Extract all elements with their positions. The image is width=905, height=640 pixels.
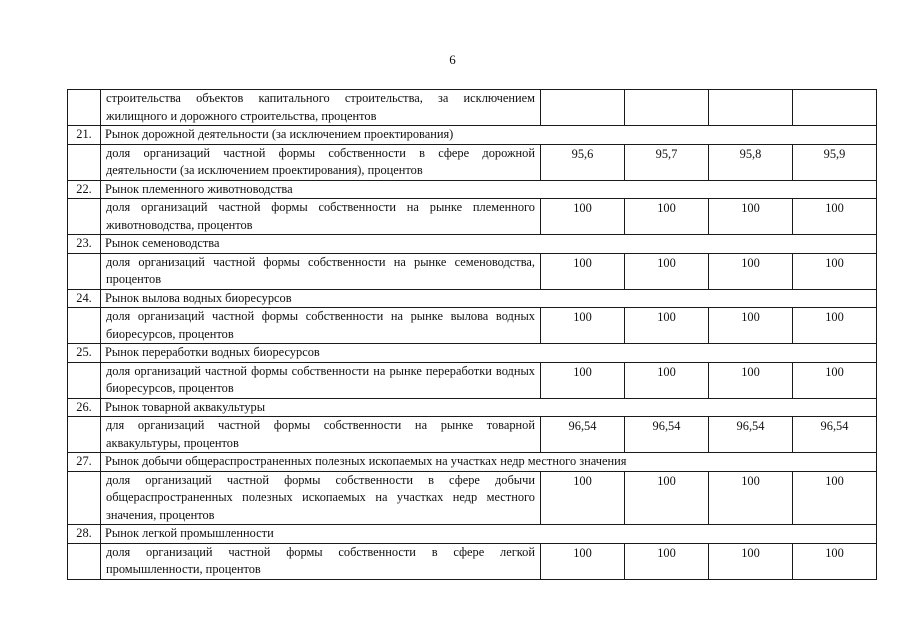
table-row-continuation: [68, 90, 877, 126]
value-cell: 96,54: [793, 417, 877, 453]
section-header-row: [68, 235, 877, 254]
section-header-row: [68, 344, 877, 363]
row-number-cell: [68, 253, 101, 289]
value-cell: 100: [541, 543, 625, 579]
value-cell: 100: [541, 471, 625, 525]
value-cell: 100: [793, 253, 877, 289]
value-cell: 96,54: [709, 417, 793, 453]
indicator-description: строительства объектов капитального строительства, за исключением жилищного и дорожного строительства, процентов: [101, 90, 541, 126]
value-cell: 100: [793, 543, 877, 579]
value-cell: 100: [625, 362, 709, 398]
indicator-row: [68, 471, 877, 525]
row-number-cell: [68, 362, 101, 398]
value-cell: [541, 90, 625, 126]
value-cell: 100: [793, 471, 877, 525]
section-header-row: [68, 289, 877, 308]
section-title: Рынок семеноводства: [101, 235, 877, 254]
value-cell: 96,54: [625, 417, 709, 453]
indicator-description: доля организаций частной формы собственности на рынке семеноводства, процентов: [101, 253, 541, 289]
indicator-description: доля организаций частной формы собственности на рынке переработки водных биоресурсов, процентов: [101, 362, 541, 398]
value-cell: 100: [793, 362, 877, 398]
value-cell: 95,8: [709, 144, 793, 180]
value-cell: 100: [709, 362, 793, 398]
row-number-cell: [68, 308, 101, 344]
section-header-row: [68, 525, 877, 544]
value-cell: 100: [709, 543, 793, 579]
value-cell: 95,7: [625, 144, 709, 180]
section-number: 27.: [68, 453, 101, 472]
value-cell: 100: [793, 308, 877, 344]
value-cell: 100: [541, 253, 625, 289]
value-cell: 100: [709, 471, 793, 525]
section-title: Рынок переработки водных биоресурсов: [101, 344, 877, 363]
indicator-row: [68, 362, 877, 398]
value-cell: 100: [625, 253, 709, 289]
indicator-description: доля организаций частной формы собственности на рынке племенного животноводства, процентов: [101, 199, 541, 235]
indicator-description: доля организаций частной формы собственности в сфере легкой промышленности, процентов: [101, 543, 541, 579]
value-cell: 100: [709, 308, 793, 344]
section-title: Рынок легкой промышленности: [101, 525, 877, 544]
indicator-description: доля организаций частной формы собственности в сфере дорожной деятельности (за исключением проектирования), процентов: [101, 144, 541, 180]
value-cell: 96,54: [541, 417, 625, 453]
indicator-row: [68, 543, 877, 579]
value-cell: 100: [625, 308, 709, 344]
value-cell: 95,9: [793, 144, 877, 180]
value-cell: [793, 90, 877, 126]
section-title: Рынок племенного животноводства: [101, 180, 877, 199]
section-title: Рынок дорожной деятельности (за исключением проектирования): [101, 126, 877, 145]
indicators-table-body: [68, 90, 877, 580]
indicator-row: [68, 144, 877, 180]
value-cell: 100: [793, 199, 877, 235]
section-header-row: [68, 180, 877, 199]
indicator-row: [68, 308, 877, 344]
indicator-row: [68, 417, 877, 453]
indicator-description: доля организаций частной формы собственности в сфере добычи общераспространенных полезных ископаемых на участках недр местного значения, процентов: [101, 471, 541, 525]
indicator-row: [68, 199, 877, 235]
row-number-cell: [68, 471, 101, 525]
section-number: 22.: [68, 180, 101, 199]
section-header-row: [68, 453, 877, 472]
indicator-description: для организаций частной формы собственности на рынке товарной аквакультуры, процентов: [101, 417, 541, 453]
row-number-cell: [68, 199, 101, 235]
indicators-table: [67, 89, 877, 580]
section-header-row: [68, 398, 877, 417]
value-cell: 100: [541, 199, 625, 235]
section-title: Рынок вылова водных биоресурсов: [101, 289, 877, 308]
row-number-cell: [68, 543, 101, 579]
page-number: 6: [449, 52, 456, 67]
row-number-cell: [68, 417, 101, 453]
value-cell: [625, 90, 709, 126]
value-cell: 100: [709, 253, 793, 289]
section-title: Рынок добычи общераспространенных полезных ископаемых на участках недр местного значения: [101, 453, 877, 472]
row-number-cell: [68, 90, 101, 126]
value-cell: 100: [625, 199, 709, 235]
section-number: 21.: [68, 126, 101, 145]
section-number: 24.: [68, 289, 101, 308]
value-cell: [709, 90, 793, 126]
value-cell: 100: [709, 199, 793, 235]
value-cell: 95,6: [541, 144, 625, 180]
section-number: 28.: [68, 525, 101, 544]
row-number-cell: [68, 144, 101, 180]
value-cell: 100: [625, 471, 709, 525]
indicator-row: [68, 253, 877, 289]
value-cell: 100: [541, 362, 625, 398]
section-title: Рынок товарной аквакультуры: [101, 398, 877, 417]
section-number: 23.: [68, 235, 101, 254]
value-cell: 100: [541, 308, 625, 344]
section-number: 25.: [68, 344, 101, 363]
section-number: 26.: [68, 398, 101, 417]
section-header-row: [68, 126, 877, 145]
value-cell: 100: [625, 543, 709, 579]
indicator-description: доля организаций частной формы собственности на рынке вылова водных биоресурсов, процентов: [101, 308, 541, 344]
